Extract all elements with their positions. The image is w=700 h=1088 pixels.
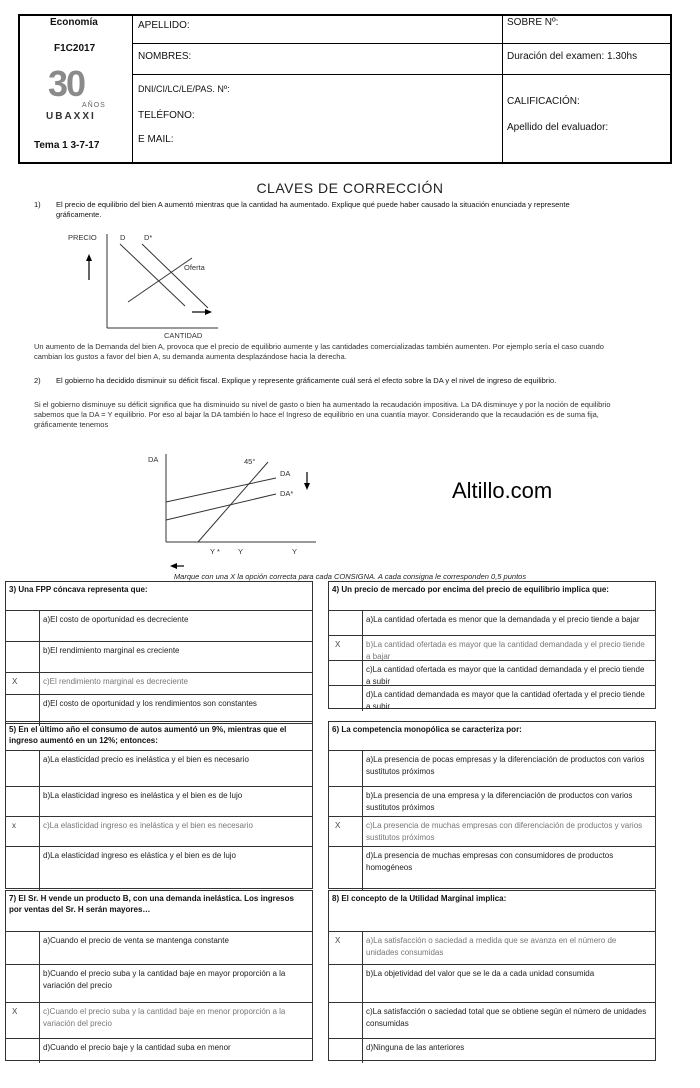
q1-answer: Un aumento de la Demanda del bien A, provoca que el precio de equilibrio aumente y las cantidades comercializadas también aumenten. Por ejemplo sería el caso cuando cambian los gustos a favor del bien A, su demanda aumenta desplazándose hacia la derecha. xyxy=(34,342,604,361)
q1-demand-line xyxy=(120,244,185,306)
q2-x3-label: Y xyxy=(292,547,298,556)
answer-option-text: d)Ninguna de las anteriores xyxy=(366,1043,465,1052)
q2-da-label: DA xyxy=(280,469,291,478)
q2-x2-label: Y xyxy=(238,547,244,556)
question-box xyxy=(328,721,656,889)
q2-x1-label: Y * xyxy=(210,547,220,556)
answer-option-row[interactable] xyxy=(329,1038,655,1063)
question-heading: 8) El concepto de la Utilidad Marginal implica: xyxy=(332,894,507,903)
answer-mark-cell[interactable] xyxy=(329,1039,363,1063)
answer-mark-cell[interactable]: X xyxy=(6,1003,40,1039)
answer-option-text: a)El costo de oportunidad es decreciente xyxy=(43,615,189,624)
exam-header xyxy=(18,14,672,164)
answer-option-row[interactable] xyxy=(6,610,312,642)
answer-option-row[interactable] xyxy=(329,816,655,847)
answer-option-text: d)La elasticidad ingreso es elástica y el bien es de lujo xyxy=(43,851,237,860)
answer-option-row[interactable] xyxy=(6,641,312,673)
answer-option-text: b)La objetividad del valor que se le da a cada unidad consumida xyxy=(366,969,595,978)
q2-number: 2) xyxy=(34,376,41,385)
answer-option-text: a)La elasticidad precio es inelástica y el bien es necesario xyxy=(43,755,249,764)
answer-option-row[interactable] xyxy=(6,1038,312,1063)
answer-mark-cell[interactable]: x xyxy=(6,817,40,847)
q1-supply-demand-graph xyxy=(60,228,240,340)
question-box xyxy=(5,890,313,1061)
answer-option-row[interactable] xyxy=(6,816,312,847)
q1-demand-shifted-line xyxy=(142,244,208,308)
q2-text: El gobierno ha decidido disminuir su déficit fiscal. Explique y represente gráficamente cuál será el efecto sobre la DA y el nivel de ingreso de equilibrio. xyxy=(56,376,557,385)
question-box xyxy=(328,890,656,1061)
answer-option-row[interactable] xyxy=(329,610,655,636)
telefono-field[interactable]: TELÉFONO: xyxy=(138,110,195,121)
answer-mark-cell[interactable] xyxy=(6,932,40,965)
header-divider xyxy=(132,74,672,75)
answer-option-text: d)La presencia de muchas empresas con consumidores de productos homogéneos xyxy=(366,851,614,872)
answer-option-text: c)Cuando el precio suba y la cantidad baje en menor proporción a la variación del precio xyxy=(43,1007,286,1028)
answer-option-row[interactable] xyxy=(6,672,312,695)
q1-text: El precio de equilibrio del bien A aumentó mientras que la cantidad ha aumentado. Explique qué puede haber causado la situación enunciada y represente gráficamente. xyxy=(56,200,570,219)
question-box xyxy=(5,581,313,724)
q2-da-graph xyxy=(140,450,330,572)
answer-option-row[interactable] xyxy=(329,635,655,661)
instructions: Marque con una X la opción correcta para cada CONSIGNA. A cada consigna le corresponden 0,5 puntos xyxy=(173,572,527,581)
answer-option-text: c)La elasticidad ingreso es inelástica y el bien es necesario xyxy=(43,821,253,830)
answer-option-text: c)La presencia de muchas empresas con diferenciación de productos y varios sustitutos próximos xyxy=(366,821,643,842)
answer-mark-cell[interactable] xyxy=(329,686,363,711)
answer-option-text: a)La presencia de pocas empresas y la diferenciación de productos con varios sustitutos próximos xyxy=(366,755,645,776)
answer-option-text: d)La cantidad demandada es mayor que la cantidad ofertada y el precio tiende a subir xyxy=(366,690,645,711)
q1-x-label: CANTIDAD xyxy=(164,331,203,340)
answer-mark-cell[interactable] xyxy=(6,1039,40,1063)
evaluador-field[interactable]: Apellido del evaluador: xyxy=(507,122,609,133)
answer-mark-cell[interactable] xyxy=(6,965,40,1003)
answer-option-row[interactable] xyxy=(329,660,655,686)
q1-d-label: D xyxy=(120,233,126,242)
answer-option-row[interactable] xyxy=(329,786,655,817)
q2-down-arrow-head xyxy=(304,483,310,490)
answer-mark-cell[interactable] xyxy=(6,611,40,642)
answer-option-text: a)La cantidad ofertada es menor que la demandada y el precio tiende a bajar xyxy=(366,615,640,624)
duracion-label: Duración del examen: 1.30hs xyxy=(507,51,638,62)
q1-y-label: PRECIO xyxy=(68,233,97,242)
q1-right-arrow-head xyxy=(205,309,212,315)
brand-watermark: Altillo.com xyxy=(452,478,553,503)
logo-number: 30 xyxy=(48,63,85,104)
question-heading: 3) Una FPP cóncava representa que: xyxy=(9,585,148,594)
answer-mark-cell[interactable] xyxy=(6,642,40,673)
logo-anos: AÑOS xyxy=(82,102,106,109)
answer-option-row[interactable] xyxy=(6,786,312,817)
answer-option-text: a)La satisfacción o saciedad a medida que se avanza en el número de unidades consumidas xyxy=(366,936,617,957)
answer-option-row[interactable] xyxy=(6,964,312,1003)
q1-up-arrow-head xyxy=(86,254,92,261)
header-divider xyxy=(132,43,502,44)
question-heading: 7) El Sr. H vende un producto B, con una demanda inelástica. Los ingresos por ventas del Sr. H serán mayores… xyxy=(9,894,294,914)
sobre-field[interactable]: SOBRE Nº: xyxy=(507,17,559,28)
answer-option-row[interactable] xyxy=(6,1002,312,1039)
answer-option-text: b)La elasticidad ingreso es inelástica y el bien es de lujo xyxy=(43,791,243,800)
answer-mark-cell[interactable] xyxy=(6,751,40,787)
answer-option-text: c)La cantidad ofertada es mayor que la cantidad demandada y el precio tiende a subir xyxy=(366,665,645,686)
answer-option-row[interactable] xyxy=(6,931,312,965)
answer-option-text: d)El costo de oportunidad y los rendimientos son constantes xyxy=(43,699,257,708)
question-heading: 5) En el último año el consumo de autos aumentó un 9%, mientras que el ingreso aumentó en un 12%; entonces: xyxy=(9,725,287,745)
email-field[interactable]: E MAIL: xyxy=(138,134,174,145)
q1-number: 1) xyxy=(34,200,41,209)
answer-mark-cell[interactable] xyxy=(329,751,363,787)
question-box xyxy=(328,581,656,709)
question-heading: 6) La competencia monopólica se caracteriza por: xyxy=(332,725,522,734)
answer-mark-cell[interactable]: X xyxy=(6,673,40,695)
question-heading: 4) Un precio de mercado por encima del precio de equilibrio implica que: xyxy=(332,585,609,594)
answer-mark-cell[interactable]: X xyxy=(329,932,363,965)
answer-option-row[interactable] xyxy=(6,750,312,787)
answer-option-row[interactable] xyxy=(329,750,655,787)
header-divider xyxy=(132,16,133,162)
q2-45deg-line xyxy=(198,462,268,542)
tema-label: Tema 1 3-7-17 xyxy=(34,140,100,151)
answer-option-row[interactable] xyxy=(329,1002,655,1039)
answer-mark-cell[interactable]: X xyxy=(329,817,363,847)
calificacion-field[interactable]: CALIFICACIÓN: xyxy=(507,96,580,107)
q2-da2-label: DA* xyxy=(280,489,294,498)
answer-option-text: c)El rendimiento marginal es decreciente xyxy=(43,677,188,686)
answer-option-row[interactable] xyxy=(329,846,655,891)
answer-option-text: c)La satisfacción o saciedad total que se obtiene según el número de unidades consumidas xyxy=(366,1007,647,1028)
answer-mark-cell[interactable]: X xyxy=(329,636,363,661)
answer-option-row[interactable] xyxy=(329,931,655,965)
q1-supply-line xyxy=(128,258,192,302)
q1-supply-label: Oferta xyxy=(184,263,205,272)
answer-mark-cell[interactable] xyxy=(329,611,363,636)
nombres-field[interactable]: NOMBRES: xyxy=(138,51,192,62)
answer-option-text: b)Cuando el precio suba y la cantidad baje en mayor proporción a la variación del precio xyxy=(43,969,286,990)
course-code: F1C2017 xyxy=(54,43,96,54)
answer-option-row[interactable] xyxy=(6,846,312,891)
q2-45-label: 45° xyxy=(244,457,256,466)
q2-y-label: DA xyxy=(148,455,159,464)
answer-option-text: d)Cuando el precio baje y la cantidad suba en menor xyxy=(43,1043,231,1052)
question-box xyxy=(5,721,313,889)
answer-mark-cell[interactable] xyxy=(329,847,363,891)
answer-mark-cell[interactable] xyxy=(6,847,40,891)
logo-brand: UBAXXI xyxy=(46,111,96,122)
page-title: CLAVES DE CORRECCIÓN xyxy=(256,180,444,196)
answer-mark-cell[interactable] xyxy=(329,1003,363,1039)
answer-option-text: b)El rendimiento marginal es creciente xyxy=(43,646,180,655)
answer-mark-cell[interactable] xyxy=(329,787,363,817)
subject-label: Economía xyxy=(50,17,98,28)
answer-option-text: b)La cantidad ofertada es mayor que la cantidad demandada y el precio tiende a bajar xyxy=(366,640,645,661)
q1-d2-label: D* xyxy=(144,233,153,242)
answer-option-text: b)La presencia de una empresa y la diferenciación de productos con varios sustitutos próximos xyxy=(366,791,633,812)
answer-mark-cell[interactable] xyxy=(6,787,40,817)
header-divider xyxy=(502,16,503,162)
answer-option-text: a)Cuando el precio de venta se mantenga constante xyxy=(43,936,229,945)
answer-mark-cell[interactable] xyxy=(329,661,363,686)
answer-mark-cell[interactable] xyxy=(329,965,363,1003)
dni-field[interactable]: DNI/CI/LC/LE/PAS. Nº: xyxy=(138,84,230,94)
q2-left-arrow-head xyxy=(170,563,177,569)
header-divider xyxy=(502,43,672,44)
q2-answer: Si el gobierno disminuye su déficit significa que ha disminuido su nivel de gasto o bien ha aumentado la recaudación impositiva. La DA disminuye y por la noción de equilibrio sabemos que la DA = Y equilibrio. Por eso al bajar la DA también lo hace el Ingreso de equilibrio en una cuantía mayor. Considerando que la recaudación es de suma fija, gráficamente tenemos xyxy=(34,400,611,429)
apellido-field[interactable]: APELLIDO: xyxy=(138,20,190,31)
answer-option-row[interactable] xyxy=(329,964,655,1003)
answer-option-row[interactable] xyxy=(329,685,655,711)
